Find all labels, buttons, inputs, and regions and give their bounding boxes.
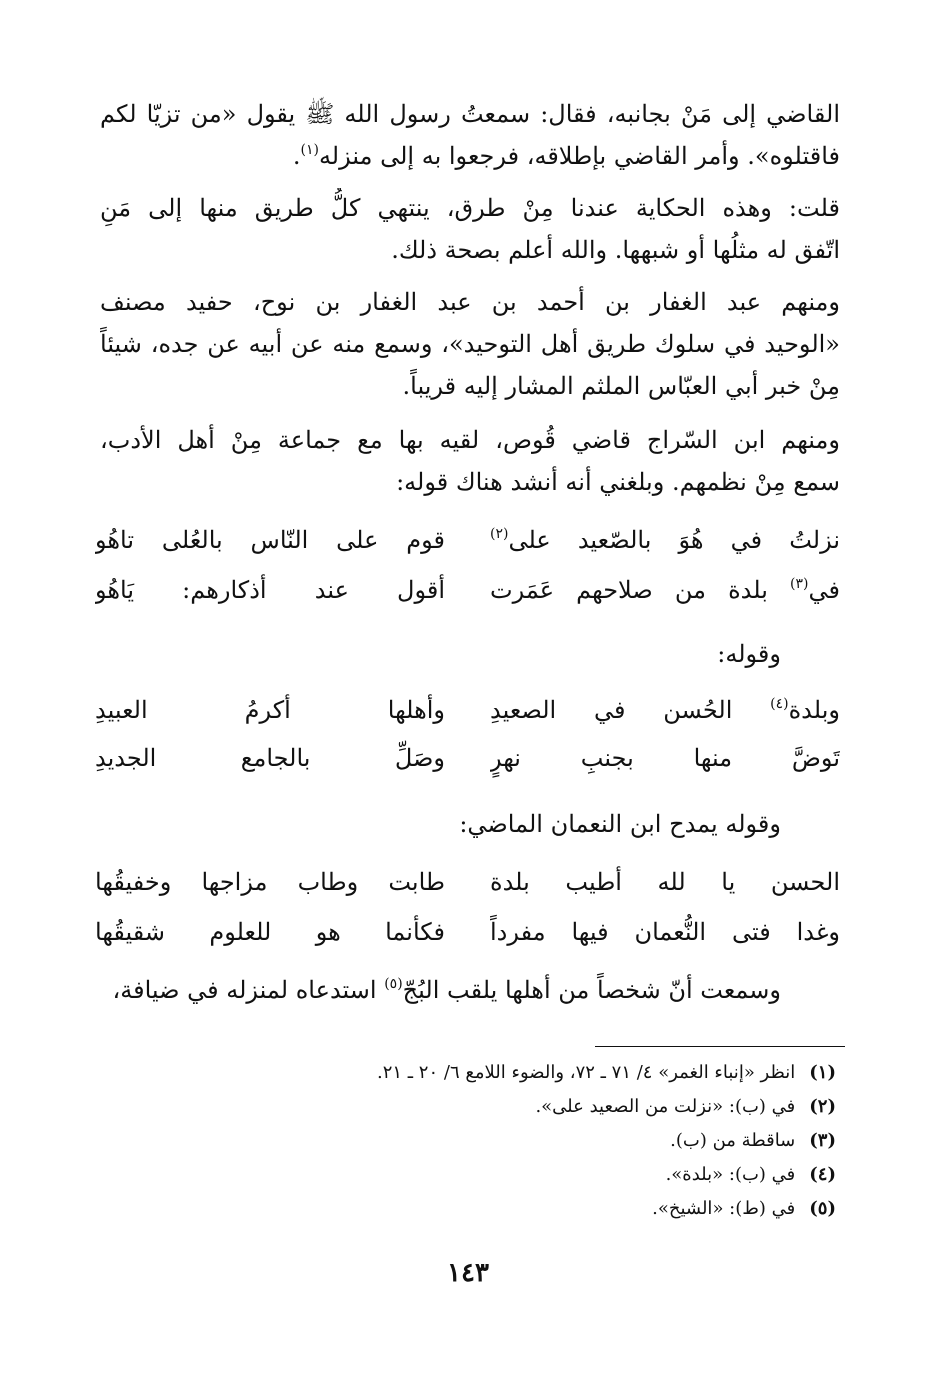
footnote-number: (٤) — [809, 1164, 836, 1185]
verse-first-hemistich: الحسن يا لله أطيب بلدة — [490, 868, 840, 896]
verse-second-hemistich: وصَلِّ بالجامع الجديدِ — [95, 744, 445, 772]
verse-first-hemistich: وبلدة$^{(٤)}$ الحُسن في الصعيدِ — [490, 696, 840, 724]
footnote-ref: (١) — [300, 142, 319, 158]
footnote-separator — [595, 1046, 845, 1047]
footnote-text: ساقطة من (ب). — [670, 1130, 796, 1151]
verse-second-hemistich: وأهلها أكرمُ العبيدِ — [95, 696, 445, 724]
footnote-number: (٣) — [809, 1130, 836, 1151]
footnote-ref: (٤) — [770, 696, 789, 712]
footnote — [670, 1126, 836, 1156]
verse-first-hemistich: في$^{(٣)}$ بلدة من صلاحهم عَمَرت — [490, 576, 840, 604]
footnote-ref: (٥) — [384, 976, 403, 992]
footnote-text: انظر «إنباء الغمر» ٤/ ٧١ ـ ٧٢، والضوء اللامع ٦/ ٢٠ ـ ٢١. — [377, 1062, 796, 1083]
poem-intro: وقوله: — [717, 640, 781, 668]
verse-first-hemistich: وغدا فتى النُّعمان فيها مفرداً — [490, 918, 840, 946]
footnote — [652, 1194, 836, 1224]
paragraph-line: مِنْ خبر أبي العبّاس الملثم المشار إليه قريباً. — [402, 372, 840, 400]
footnote-text: في (ب): «بلدة». — [665, 1164, 796, 1185]
paragraph-line: ومنهم عبد الغفار بن أحمد بن عبد الغفار بن نوح، حفيد مصنف — [100, 288, 840, 316]
paragraph-line: اتّفق له مثلُها أو شبهها. والله أعلم بصحة ذلك. — [391, 236, 840, 264]
verse-second-hemistich: أقول عند أذكارهم: يَاهُو — [95, 576, 445, 604]
paragraph-line: قلت: وهذه الحكاية عندنا مِنْ طرق، ينتهي كلُّ طريق منها إلى مَنِ — [100, 194, 840, 222]
paragraph-line: «الوحيد في سلوك طريق أهل التوحيد»، وسمع منه عن أبيه عن جده، شيئاً — [100, 330, 840, 358]
footnote — [535, 1092, 836, 1122]
paragraph-line: ومنهم ابن السّراج قاضي قُوص، لقيه بها مع جماعة مِنْ أهل الأدب، — [100, 426, 840, 454]
verse-first-hemistich: تَوضَّ منها بجنبِ نهرٍ — [490, 744, 840, 772]
footnote-number: (٥) — [809, 1198, 836, 1219]
paragraph-line: وسمعت أنّ شخصاً من أهلها يلقب البُجّ$^{(٥)}$ استدعاه لمنزله في ضيافة، — [112, 976, 781, 1004]
footnote-number: (٢) — [809, 1096, 836, 1117]
footnote-number: (١) — [809, 1062, 836, 1083]
page-number: ١٤٣ — [447, 1258, 489, 1288]
paragraph-line: فاقتلوه». وأمر القاضي بإطلاقه، فرجعوا به إلى منزله$^{(١)}$. — [292, 142, 840, 170]
footnote-text: في (ب): «نزلت من الصعيد على». — [535, 1096, 796, 1117]
paragraph-line: القاضي إلى مَنْ بجانبه، فقال: سمعتُ رسول الله ﷺ يقول «من تزيّا لكم — [100, 100, 840, 128]
verse-second-hemistich: قوم على النّاس بالعُلى تاهُو — [95, 526, 445, 554]
verse-first-hemistich: نزلتُ في هُوَ بالصّعيد على$^{(٢)}$ — [490, 526, 840, 554]
footnote-ref: (٣) — [790, 576, 809, 592]
footnote-ref: (٢) — [490, 526, 509, 542]
poem-intro: وقوله يمدح ابن النعمان الماضي: — [459, 810, 781, 838]
footnote — [666, 1160, 836, 1190]
verse-second-hemistich: طابت وطاب مزاجها وخفيقُها — [95, 868, 445, 896]
footnote-text: في (ط): «الشيخ». — [652, 1198, 796, 1219]
footnote — [377, 1058, 836, 1088]
verse-second-hemistich: فكأنما هو للعلوم شقيقُها — [95, 918, 445, 946]
paragraph-line: سمع مِنْ نظمهم. وبلغني أنه أنشد هناك قوله: — [396, 468, 840, 496]
